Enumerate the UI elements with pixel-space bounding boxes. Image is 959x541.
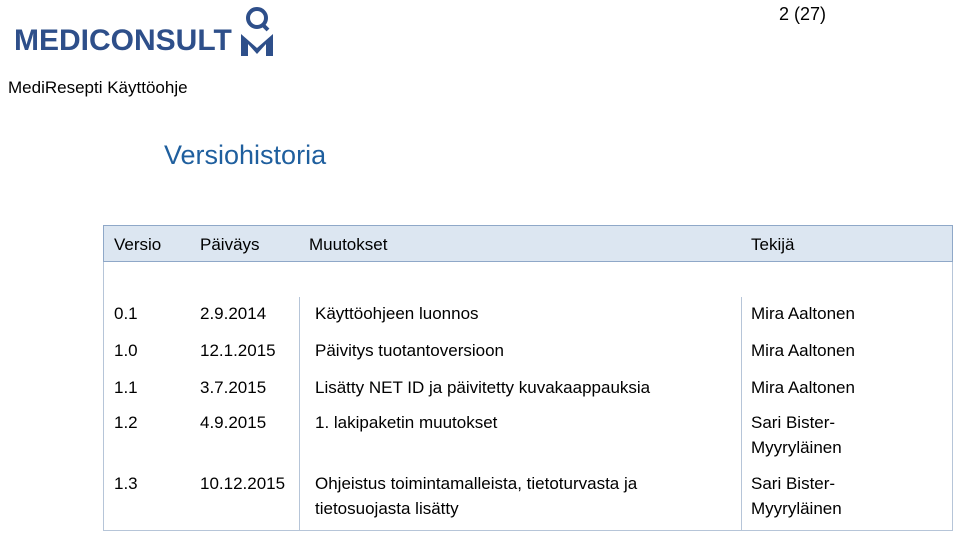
header-changes: Muutokset <box>309 235 388 254</box>
cell-version: 1.2 <box>114 413 138 432</box>
cell-author: Sari Bister-Myyryläinen <box>751 413 842 457</box>
cell-changes: Päivitys tuotantoversioon <box>315 341 504 360</box>
cell-changes: 1. lakipaketin muutokset <box>315 413 498 432</box>
mediconsult-logo <box>12 4 274 62</box>
cell-date: 3.7.2015 <box>200 378 267 397</box>
page-number: 2 (27) <box>779 4 827 24</box>
cell-author: Mira Aaltonen <box>751 304 855 323</box>
cell-date: 4.9.2015 <box>200 413 267 432</box>
cell-changes: Käyttöohjeen luonnos <box>315 304 479 323</box>
version-history-table <box>103 225 953 531</box>
table-row <box>104 297 952 334</box>
cell-version: 1.3 <box>114 474 138 493</box>
cell-changes: Lisätty NET ID ja päivitetty kuvakaappauksia <box>315 378 651 397</box>
cell-author: Mira Aaltonen <box>751 378 855 397</box>
cell-version: 1.0 <box>114 341 138 360</box>
cell-date: 12.1.2015 <box>200 341 276 360</box>
cell-changes: Ohjeistus toimintamalleista, tietoturvasta ja tietosuojasta lisätty <box>315 474 638 518</box>
cell-author: Mira Aaltonen <box>751 341 855 360</box>
table-row <box>104 334 952 371</box>
table-header <box>103 225 953 262</box>
table-body <box>103 297 953 531</box>
header-author: Tekijä <box>751 235 795 254</box>
table-spacer <box>103 262 953 297</box>
header-version: Versio <box>114 235 162 254</box>
document-title: MediResepti Käyttöohje <box>8 78 188 97</box>
table-row <box>104 408 952 470</box>
header-date: Päiväys <box>200 235 260 254</box>
cell-version: 0.1 <box>114 304 138 323</box>
table-row <box>104 470 952 530</box>
cell-date: 2.9.2014 <box>200 304 267 323</box>
logo-wordmark: MEDICONSULT <box>14 24 232 57</box>
table-row <box>104 371 952 408</box>
cell-version: 1.1 <box>114 378 138 397</box>
cell-date: 10.12.2015 <box>200 474 286 493</box>
section-heading: Versiohistoria <box>164 140 327 170</box>
logo-mark-icon <box>241 9 273 56</box>
cell-author: Sari Bister-Myyryläinen <box>751 474 842 518</box>
